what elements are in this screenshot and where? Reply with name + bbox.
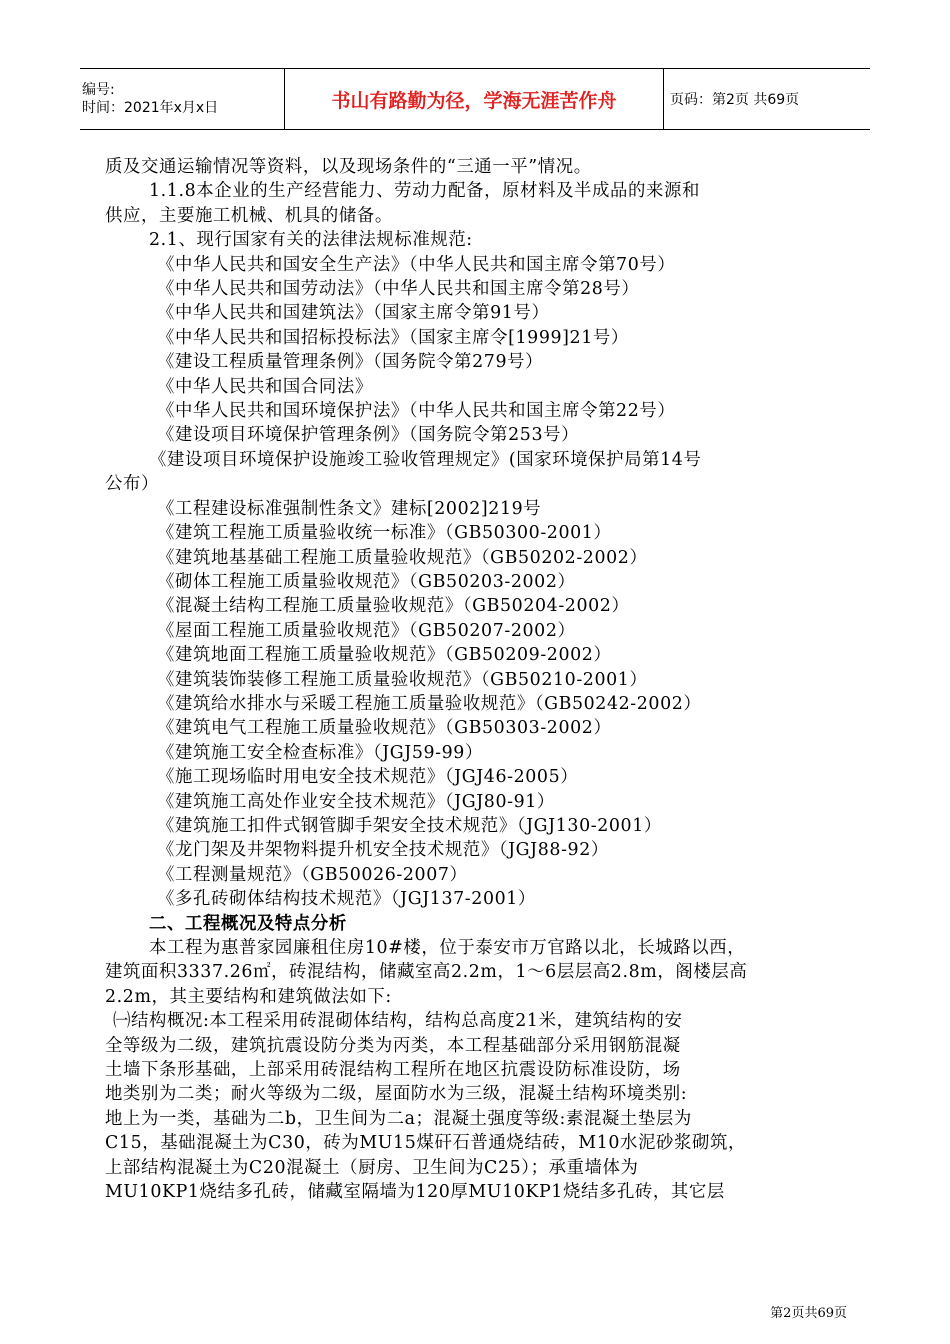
text-line: 地上为一类，基础为二b，卫生间为二a；混凝土强度等级:素混凝土垫层为: [105, 1108, 692, 1129]
text-line: 《中华人民共和国安全生产法》（中华人民共和国主席令第70号）: [157, 254, 676, 275]
text-line: MU10KP1烧结多孔砖，储藏室隔墙为120厚MU10KP1烧结多孔砖，其它层: [105, 1182, 725, 1203]
text-line: 《中华人民共和国建筑法》（国家主席令第91号）: [157, 303, 550, 324]
text-line: 2.1、现行国家有关的法律法规标准规范:: [149, 230, 473, 251]
text-line: 《建设工程质量管理条例》（国务院令第279号）: [157, 352, 544, 373]
text-line: 《建筑给水排水与采暖工程施工质量验收规范》（GB50242-2002）: [157, 693, 702, 714]
text-line: 土墙下条形基础，上部采用砖混结构工程所在地区抗震设防标准设防，场: [105, 1060, 681, 1081]
text-line: 供应，主要施工机械、机具的储备。: [105, 205, 393, 226]
text-line: 《建筑装饰装修工程施工质量验收规范》（GB50210-2001）: [157, 669, 648, 690]
text-line: 公布）: [105, 474, 159, 495]
text-line: 《混凝土结构工程施工质量验收规范》（GB50204-2002）: [157, 596, 630, 617]
text-line: 《工程建设标准强制性条文》建标[2002]219号: [157, 498, 542, 519]
text-line: 《多孔砖砌体结构技术规范》（JGJ137-2001）: [157, 889, 536, 910]
page-footer: 第2页共69页: [770, 1306, 847, 1321]
document-date: 时间：2021年x月x日: [82, 100, 219, 116]
document-body: [105, 155, 857, 1204]
text-line: 上部结构混凝土为C20混凝土（厨房、卫生间为C25）；承重墙体为: [105, 1157, 639, 1178]
text-line: 《建筑工程施工质量验收统一标准》（GB50300-2001）: [157, 523, 612, 544]
text-line: 地类别为二类；耐火等级为二级，屋面防水为三级，混凝土结构环境类别:: [105, 1084, 688, 1105]
text-line: 《施工现场临时用电安全技术规范》（JGJ46-2005）: [157, 767, 579, 788]
header-motto: [284, 69, 664, 129]
header-page-info: [664, 69, 870, 129]
text-line: 《中华人民共和国环境保护法》（中华人民共和国主席令第22号）: [157, 401, 676, 422]
text-line: 《中华人民共和国劳动法》（中华人民共和国主席令第28号）: [157, 279, 640, 300]
text-line: 《建筑地基基础工程施工质量验收规范》（GB50202-2002）: [157, 547, 648, 568]
text-line: 《建筑地面工程施工质量验收规范》（GB50209-2002）: [157, 645, 612, 666]
text-line: 《建筑施工高处作业安全技术规范》（JGJ80-91）: [157, 791, 555, 812]
text-line: 2.2m，其主要结构和建筑做法如下:: [105, 986, 392, 1007]
text-line: 《建筑电气工程施工质量验收规范》（GB50303-2002）: [157, 718, 612, 739]
text-line: 《建筑施工安全检查标准》（JGJ59-99）: [157, 742, 483, 763]
text-line: 《建筑施工扣件式钢管脚手架安全技术规范》（JGJ130-2001）: [157, 815, 662, 836]
text-line: 《建设项目环境保护管理条例》（国务院令第253号）: [157, 425, 580, 446]
header-page-number: 页码：第2页 共69页: [670, 92, 800, 108]
section-heading: 二、工程概况及特点分析: [149, 913, 347, 934]
text-line: 《建设项目环境保护设施竣工验收管理规定》(国家环境保护局第14号: [149, 449, 702, 470]
document-number-label: 编号:: [82, 82, 115, 98]
text-line: 1.1.8本企业的生产经营能力、劳动力配备，原材料及半成品的来源和: [149, 181, 700, 202]
text-line: 《中华人民共和国合同法》: [157, 376, 373, 397]
text-line: 质及交通运输情况等资料，以及现场条件的“三通一平”情况。: [105, 157, 592, 177]
text-line: 本工程为惠普家园廉租住房10#楼，位于泰安市万官路以北，长城路以西，: [149, 938, 746, 958]
text-line: 《中华人民共和国招标投标法》（国家主席令[1999]21号）: [157, 327, 629, 348]
text-line: 建筑面积3337.26㎡，砖混结构，储藏室高2.2m，1～6层层高2.8m，阁楼层高: [105, 962, 748, 983]
motto-text: 书山有路勤为径，学海无涯苦作舟: [331, 89, 617, 112]
text-line: C15，基础混凝土为C30，砖为MU15煤矸石普通烧结砖，M10水泥砂浆砌筑，: [105, 1133, 746, 1154]
text-line: 全等级为二级，建筑抗震设防分类为丙类，本工程基础部分采用钢筋混凝: [105, 1035, 681, 1056]
text-line: 《龙门架及井架物料提升机安全技术规范》（JGJ88-92）: [157, 840, 609, 861]
header-meta: [80, 69, 284, 129]
text-line: 《砌体工程施工质量验收规范》（GB50203-2002）: [157, 571, 576, 592]
text-line: 《屋面工程施工质量验收规范》（GB50207-2002）: [157, 620, 576, 641]
text-line: 《工程测量规范》（GB50026-2007）: [157, 864, 468, 885]
page-header: [80, 68, 870, 130]
text-line: ㈠结构概况:本工程采用砖混砌体结构，结构总高度21米，建筑结构的安: [113, 1011, 683, 1032]
